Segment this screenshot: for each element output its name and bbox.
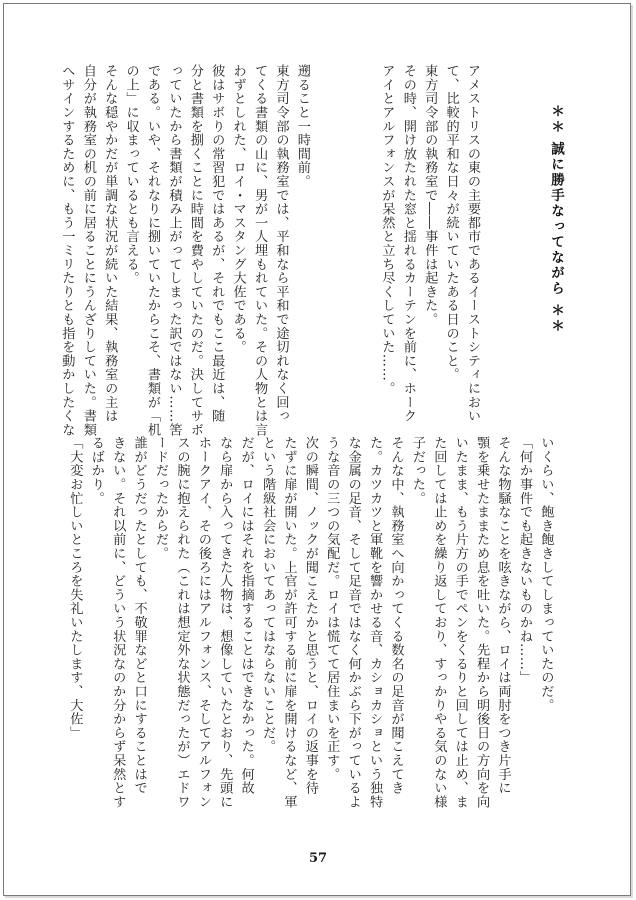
page-number: 57 bbox=[308, 851, 328, 866]
lower-text: いくらい、飽き飽きしてしまっていたのだ。 「何か事件でも起きないものかね……」 そんな物騒なことを呟きながら、ロイは両肘をつき片手に 顎を乗せたままため息を吐いた。先程から明後日の方向を向 いたまま、もう片方の手でペンをくるりと回しては止め、ま た回しては止めを繰り返しており、すっかりやる気のない様 子だった。 そんな中、執務室へ向かってくる数名の足音が聞こえてき た。カツカツと軍靴を響かせる音、カショカショという独特 な金属の足音、そして足音ではなく何かぶら下がっているよ うな音の三つの気配だ。ロイは慌てて居住まいを正す。 次の瞬間、ノックが聞こえたかと思うと、ロイの返事を待 たずに扉が開いた。上官が許可する前に扉を開けるなど、軍 という階級社会においてあってはならないことだ。 だが、ロイにはそれを指摘することはできなかった。何故 なら扉から入ってきた人物は、想像していたとおり、先頭に ホークアイ、その後ろにはアルフォンス、そしてアルフォン スの腕に抱えられた（これは想定外な状態だったが）エドワ ードだったからだ。 誰がどうだったとしても、不敬罪などと口にすることはで きない。それ以前に、どういう状況なのか分からず呆然とす るばかり。 「大変お忙しいところを失礼いたします、大佐」 bbox=[67, 436, 554, 809]
chapter-title: ＊＊ 誠に勝手なってながら ＊＊ bbox=[548, 104, 564, 335]
book-page bbox=[3, 3, 631, 896]
upper-left-text: 遡ること一時間前。 東方司令部の執務室では、平和なら平和で途切れなく回っ てくる書類の山に、男が一人埋もれていた。その人物とは言 わずとしれた、ロイ・マスタング大佐である。 彼はサボりの常習犯ではあるが、それでもここ最近は、随 分と書類を捌くことに時間を費やしていたのだ。決してサボ っていたから書類が積み上がってしまった訳ではない……筈 である。いや、それなりに捌いていたからこそ、書類が「机 の上」に収まっているとも言える。 そんな穏やかだが単調な状況が続いた結果、執務室の主は 自分が執務室の机の前に居ることにうんざりしていた。書類 へサインするために、もう一ミリたりとも指を動かしたくな bbox=[59, 64, 310, 437]
upper-right-text: アメストリスの東の主要都市であるイーストシティにおい て、比較的平和な日々が続いていたある日のこと。 東方司令部の執務室で――事件は起きた。 その時、開け放たれた窓と揺れるカーテンを前に、ホーク アイとアルフォンスが呆然と立ち尽くしていた……。 bbox=[379, 64, 481, 423]
